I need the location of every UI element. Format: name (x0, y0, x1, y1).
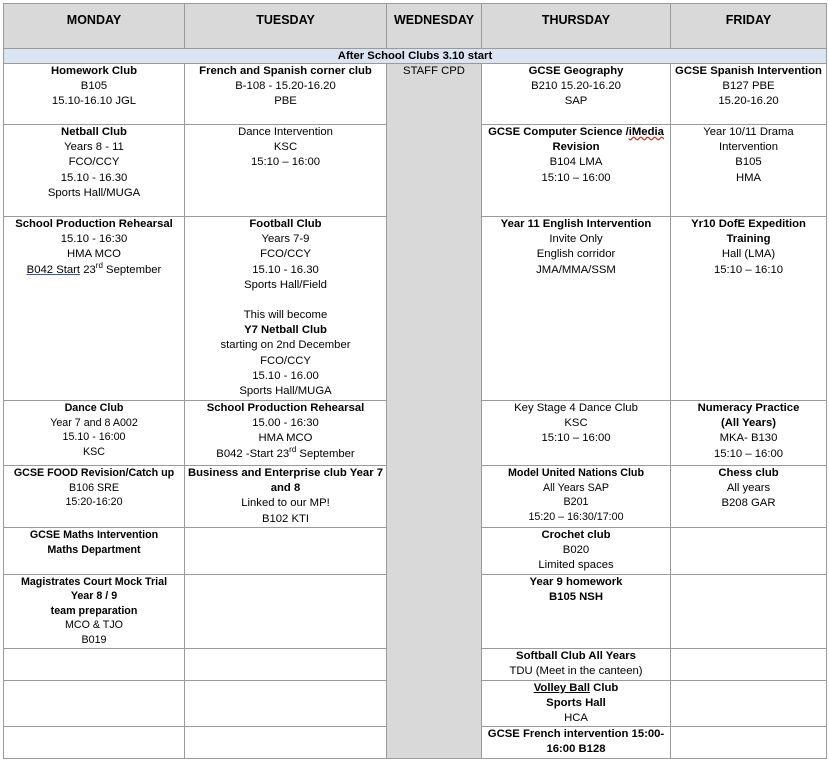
club-detail: KSC (273, 141, 298, 154)
tuesday-cell (185, 401, 387, 466)
thursday-cell (482, 401, 671, 466)
friday-cell (671, 466, 827, 528)
club-detail: HMA (735, 171, 762, 184)
club-title: Football Club (249, 218, 322, 230)
monday-cell (4, 680, 185, 727)
club-detail (187, 444, 384, 462)
header-monday: MONDAY (4, 4, 185, 49)
club-detail: JMA/MMA/SSM (536, 263, 616, 276)
tuesday-cell (185, 528, 387, 575)
friday-cell (671, 528, 827, 575)
thursday-cell (482, 574, 671, 648)
club-detail: TDU (Meet in the canteen) (509, 664, 643, 677)
tuesday-cell (185, 727, 387, 759)
thursday-cell (482, 528, 671, 575)
club-title (484, 125, 668, 140)
thursday-cell (482, 125, 671, 217)
club-detail: B201 (563, 496, 589, 509)
club-detail: Years 7-9 (261, 233, 310, 246)
club-title: Magistrates Court Mock Trial (20, 575, 168, 588)
club-detail: FCO/CCY (260, 354, 311, 367)
club-detail: 15.10 - 16.30 (60, 171, 128, 184)
club-detail: 15.10 - 16.00 (252, 369, 319, 382)
club-title: GCSE Spanish Intervention (675, 65, 822, 77)
club-title: Yr10 DofE Expedition Training (691, 218, 806, 246)
header-friday: FRIDAY (671, 4, 827, 49)
friday-cell (671, 64, 827, 125)
monday-cell (4, 64, 185, 125)
club-note: This will become (243, 309, 328, 322)
club-detail: Sports Hall/Field (244, 278, 327, 291)
friday-cell (671, 217, 827, 401)
club-detail: 15.10 - 16:30 (60, 233, 128, 246)
after-school-banner: After School Clubs 3.10 start (4, 49, 827, 64)
header-row (4, 4, 827, 49)
club-detail: HMA MCO (258, 432, 313, 445)
header-wednesday: WEDNESDAY (387, 4, 482, 49)
friday-cell (671, 574, 827, 648)
club-detail: Year 7 and 8 A002 (50, 416, 138, 429)
club-title (484, 681, 668, 696)
club-title: B105 NSH (549, 590, 603, 603)
club-title: team preparation (50, 604, 138, 617)
club-detail: B019 (81, 633, 107, 646)
club-detail: Dance Intervention (238, 126, 333, 138)
club-detail: MCO & TJO (65, 619, 123, 632)
club-title: Y7 Netball Club (244, 324, 327, 337)
header-thursday: THURSDAY (482, 4, 671, 49)
club-title: (All Years) (720, 417, 777, 430)
club-detail: All Years SAP (543, 481, 609, 494)
club-detail: B-108 - 15.20-16.20 (235, 80, 336, 93)
clubs-timetable (3, 3, 827, 759)
date-suffix: rd (95, 260, 103, 270)
club-detail: 15:10 – 16:10 (713, 263, 784, 276)
date-month: September (296, 447, 355, 460)
club-detail: 15.10 - 16:00 (62, 431, 126, 444)
date-start: B042 -Start 23 (216, 447, 290, 460)
thursday-cell (482, 648, 671, 680)
club-title: GCSE Maths Intervention (29, 529, 159, 541)
club-detail: B105 (735, 156, 762, 169)
friday-cell (671, 125, 827, 217)
club-title: Year 11 English Intervention (500, 218, 652, 230)
club-detail: Linked to our MP! (241, 497, 330, 510)
monday-cell (4, 125, 185, 217)
club-detail: 15:20-16:20 (65, 496, 123, 509)
monday-cell (4, 528, 185, 575)
club-detail: Invite Only (549, 233, 603, 246)
tuesday-cell (185, 680, 387, 727)
club-detail: HCA (564, 712, 588, 725)
date-month: September (102, 263, 162, 276)
club-title: School Production Rehearsal (15, 218, 173, 230)
club-title: Sports Hall (546, 696, 606, 709)
tuesday-cell (185, 64, 387, 125)
tuesday-cell (185, 574, 387, 648)
club-detail: B210 15.20-16.20 (531, 80, 621, 93)
tuesday-cell (185, 217, 387, 401)
club-detail: 15:20 – 16:30/17:00 (528, 510, 624, 523)
club-detail (6, 260, 182, 278)
club-title: School Production Rehearsal (206, 402, 365, 414)
date-num: 23 (83, 263, 96, 276)
club-title: Dance Club (64, 402, 124, 414)
club-detail: 15.10 - 16.30 (252, 263, 319, 276)
club-detail: Year 10/11 Drama Intervention (703, 126, 794, 154)
thursday-cell (482, 466, 671, 528)
club-detail: Key Stage 4 Dance Club (514, 402, 638, 414)
staff-cpd-label: STAFF CPD (403, 65, 465, 77)
club-title: GCSE FOOD Revision/Catch up (13, 467, 175, 479)
club-detail: B104 LMA (549, 156, 603, 169)
monday-cell (4, 466, 185, 528)
club-detail: Sports Hall/MUGA (47, 186, 141, 199)
club-title: Model United Nations Club (508, 467, 644, 479)
thursday-cell (482, 217, 671, 401)
club-detail: SAP (564, 95, 588, 108)
tuesday-cell (185, 466, 387, 528)
thursday-cell (482, 727, 671, 759)
title-part: iMedia (628, 126, 664, 138)
club-detail: English corridor (536, 248, 616, 261)
club-detail: B208 GAR (721, 497, 776, 510)
header-tuesday: TUESDAY (185, 4, 387, 49)
table-row (4, 64, 827, 125)
club-detail: KSC (564, 417, 588, 430)
club-title: Revision (552, 141, 600, 154)
club-detail: PBE (274, 95, 297, 108)
club-detail: MKA- B130 (719, 432, 778, 445)
friday-cell (671, 648, 827, 680)
room-start: B042 Start (26, 263, 81, 276)
club-title: Year 9 homework (529, 575, 623, 588)
banner-row (4, 49, 827, 64)
monday-cell (4, 574, 185, 648)
tuesday-cell (185, 648, 387, 680)
club-detail: 15:10 – 16:00 (541, 432, 611, 445)
club-detail: starting on 2nd December (220, 339, 351, 352)
club-detail: 15.10-16.10 JGL (51, 95, 137, 108)
club-detail: KSC (83, 445, 105, 458)
wednesday-cell (387, 64, 482, 759)
club-title: Chess club (718, 467, 779, 479)
club-title: Crochet club (541, 529, 611, 541)
title-part: Club (590, 681, 619, 694)
friday-cell (671, 727, 827, 759)
club-detail: 15:10 – 16:00 (250, 156, 321, 169)
club-title: Year 8 / 9 (70, 590, 118, 603)
club-title: Numeracy Practice (697, 402, 800, 414)
club-detail: Hall (LMA) (721, 248, 776, 261)
club-detail: HMA MCO (67, 248, 121, 261)
thursday-cell (482, 64, 671, 125)
club-title: Business and Enterprise club Year 7 and 8 (187, 467, 384, 495)
club-title: Maths Department (47, 543, 141, 556)
club-title: Softball Club All Years (516, 649, 636, 662)
tuesday-cell (185, 125, 387, 217)
club-detail: B020 (562, 544, 590, 557)
club-detail: All years (726, 482, 771, 495)
club-detail: Sports Hall/MUGA (239, 385, 332, 398)
club-detail: B127 PBE (722, 80, 775, 93)
club-detail: 15.20-16.20 (718, 95, 779, 108)
club-title: Netball Club (61, 126, 127, 138)
monday-cell (4, 217, 185, 401)
title-part: GCSE Computer Science / (488, 126, 629, 138)
club-detail: B105 (80, 80, 108, 93)
club-detail: 15.00 - 16:30 (252, 417, 319, 430)
monday-cell (4, 727, 185, 759)
spacer (187, 293, 384, 308)
club-detail: Years 8 - 11 (64, 141, 124, 154)
club-title: Homework Club (51, 65, 137, 77)
date-suffix: rd (289, 444, 297, 454)
club-detail: Limited spaces (538, 559, 614, 572)
club-detail: B102 KTI (261, 512, 310, 525)
thursday-cell (482, 680, 671, 727)
club-title: GCSE Geography (528, 65, 624, 77)
title-part: Volley Ball (533, 681, 591, 694)
club-title: GCSE French intervention 15:00-16:00 B128 (487, 728, 665, 756)
friday-cell (671, 680, 827, 727)
club-title: French and Spanish corner club (199, 65, 372, 77)
monday-cell (4, 401, 185, 466)
monday-cell (4, 648, 185, 680)
club-detail: 15:10 – 16:00 (713, 447, 784, 460)
club-detail: B106 SRE (69, 481, 119, 494)
club-detail: FCO/CCY (260, 248, 311, 261)
club-detail: FCO/CCY (68, 156, 120, 169)
club-detail: 15:10 – 16:00 (541, 171, 611, 184)
friday-cell (671, 401, 827, 466)
